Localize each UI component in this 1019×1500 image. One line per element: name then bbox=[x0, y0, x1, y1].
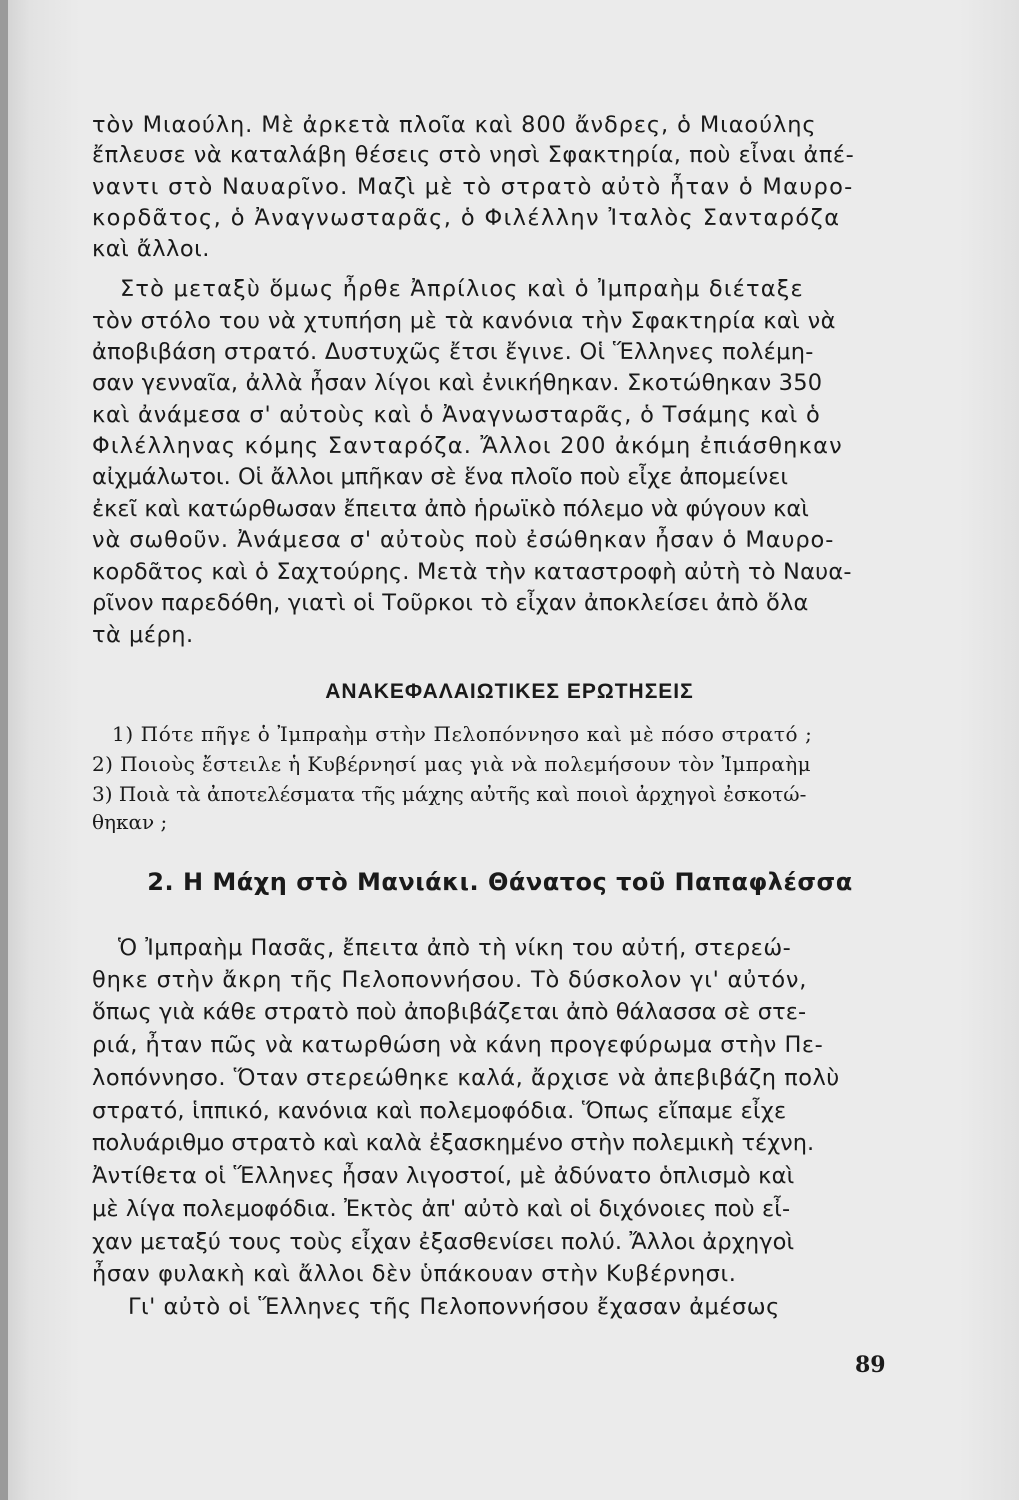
text-line: πολυάριθμο στρατὸ καὶ καλὰ ἐξασκημένο στὴν πολεμικὴ τέχνη. bbox=[92, 1130, 815, 1156]
review-question: 3) Ποιὰ τὰ ἀποτελέσματα τῆς μάχης αὐτῆς καὶ ποιοὶ ἀρχηγοὶ ἐσκοτώ- bbox=[92, 782, 807, 806]
text-line: θηκε στὴν ἄκρη τῆς Πελοποννήσου. Τὸ δύσκολον γι' αὐτόν, bbox=[92, 967, 808, 993]
text-line: καὶ ἀνάμεσα σ' αὐτοὺς καὶ ὁ Ἀναγνωσταρᾶς, ὁ Τσάμης καὶ ὁ bbox=[92, 402, 821, 428]
text-line: τὸν Μιαούλη. Μὲ ἀρκετὰ πλοῖα καὶ 800 ἄνδρες, ὁ Μιαούλης bbox=[92, 112, 817, 138]
text-line: Γι' αὐτὸ οἱ Ἕλληνες τῆς Πελοποννήσου ἔχασαν ἀμέσως bbox=[128, 1294, 780, 1320]
text-line: Στὸ μεταξὺ ὅμως ἦρθε Ἀπρίλιος καὶ ὁ Ἰμπραὴμ διέταξε bbox=[120, 276, 804, 302]
text-line: λοπόννησο. Ὅταν στερεώθηκε καλά, ἄρχισε νὰ ἀπεβιβάζη πολὺ bbox=[92, 1065, 840, 1091]
text-line: ἔπλευσε νὰ καταλάβη θέσεις στὸ νησὶ Σφακτηρία, ποὺ εἶναι ἀπέ- bbox=[92, 142, 855, 168]
text-line: σαν γενναῖα, ἀλλὰ ἦσαν λίγοι καὶ ἐνικήθηκαν. Σκοτώθηκαν 350 bbox=[92, 370, 823, 396]
text-line: ρῖνον παρεδόθη, γιατὶ οἱ Τοῦρκοι τὸ εἶχαν ἀποκλείσει ἀπὸ ὅλα bbox=[92, 590, 809, 616]
review-question: θηκαν ; bbox=[92, 810, 168, 834]
text-line: ριά, ἦταν πῶς νὰ κατωρθώση νὰ κάνη προγεφύρωμα στὴν Πε- bbox=[92, 1032, 824, 1058]
text-line: καὶ ἄλλοι. bbox=[92, 236, 210, 262]
text-line: κορδᾶτος, ὁ Ἀναγνωσταρᾶς, ὁ Φιλέλλην Ἰταλὸς Σανταρόζα bbox=[92, 205, 841, 231]
text-line: ὅπως γιὰ κάθε στρατὸ ποὺ ἀποβιβάζεται ἀπὸ θάλασσα σὲ στε- bbox=[92, 999, 807, 1025]
page-number: 89 bbox=[855, 1352, 886, 1378]
text-line: ἦσαν φυλακὴ καὶ ἄλλοι δὲν ὑπάκουαν στὴν Κυβέρνησι. bbox=[92, 1261, 737, 1287]
text-line: αἰχμάλωτοι. Οἱ ἄλλοι μπῆκαν σὲ ἕνα πλοῖο ποὺ εἶχε ἀπομείνει bbox=[92, 464, 788, 490]
text-line: ἐκεῖ καὶ κατώρθωσαν ἔπειτα ἀπὸ ἡρωϊκὸ πόλεμο νὰ φύγουν καὶ bbox=[92, 496, 809, 522]
text-line: Ἀντίθετα οἱ Ἕλληνες ἦσαν λιγοστοί, μὲ ἀδύνατο ὁπλισμὸ καὶ bbox=[92, 1163, 795, 1189]
text-line: τὰ μέρη. bbox=[92, 622, 194, 648]
text-line: ναντι στὸ Ναυαρῖνο. Μαζὶ μὲ τὸ στρατὸ αὐτὸ ἦταν ὁ Μαυρο- bbox=[92, 174, 854, 200]
text-line: μὲ λίγα πολεμοφόδια. Ἐκτὸς ἀπ' αὐτὸ καὶ οἱ διχόνοιες ποὺ εἶ- bbox=[92, 1196, 791, 1222]
review-question: 1) Πότε πῆγε ὁ Ἰμπραὴμ στὴν Πελοπόννησο καὶ μὲ πόσο στρατό ; bbox=[112, 722, 813, 746]
review-question: 2) Ποιοὺς ἔστειλε ἡ Κυβέρνησί μας γιὰ νὰ πολεμήσουν τὸν Ἰμπραὴμ bbox=[92, 752, 812, 776]
text-line: στρατό, ἱππικό, κανόνια καὶ πολεμοφόδια. Ὅπως εἴπαμε εἶχε bbox=[92, 1098, 787, 1124]
text-line: Ὁ Ἰμπραὴμ Πασᾶς, ἔπειτα ἀπὸ τὴ νίκη του αὐτή, στερεώ- bbox=[118, 935, 792, 961]
text-line: Φιλέλληνας κόμης Σανταρόζα. Ἄλλοι 200 ἀκόμη ἐπιάσθηκαν bbox=[92, 433, 843, 459]
text-line: νὰ σωθοῦν. Ἀνάμεσα σ' αὐτοὺς ποὺ ἐσώθηκαν ἦσαν ὁ Μαυρο- bbox=[92, 527, 835, 553]
review-questions-heading: ΑΝΑΚΕΦΑΛΑΙΩΤΙΚΕΣ ΕΡΩΤΗΣΕΙΣ bbox=[325, 680, 694, 703]
text-line: ἀποβιβάση στρατό. Δυστυχῶς ἔτσι ἔγινε. Οἱ Ἕλληνες πολέμη- bbox=[92, 339, 814, 365]
page-spine-edge bbox=[0, 0, 8, 1500]
section-heading: 2. Η Μάχη στὸ Μανιάκι. Θάνατος τοῦ Παπαφλέσσα bbox=[147, 868, 853, 896]
text-line: χαν μεταξύ τους τοὺς εἶχαν ἐξασθενίσει πολύ. Ἄλλοι ἀρχηγοὶ bbox=[92, 1229, 795, 1255]
text-line: τὸν στόλο του νὰ χτυπήση μὲ τὰ κανόνια τὴν Σφακτηρία καὶ νὰ bbox=[92, 308, 836, 334]
text-line: κορδᾶτος καὶ ὁ Σαχτούρης. Μετὰ τὴν καταστροφὴ αὐτὴ τὸ Ναυα- bbox=[92, 559, 852, 585]
